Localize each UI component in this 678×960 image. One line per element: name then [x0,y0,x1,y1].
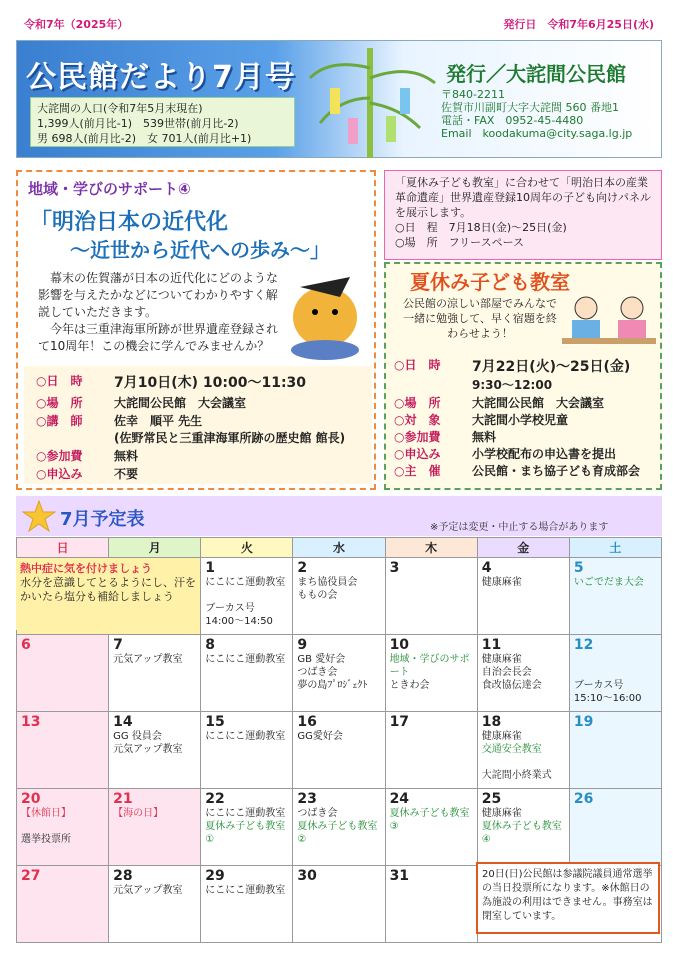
calendar-note: ※予定は変更・中止する場合があります [430,522,609,533]
learning-subtitle: ～近世から近代への歩み～」 [70,238,330,262]
newsletter-title: 公民館だより7月号 [26,60,296,95]
learning-header: 地域・学びのサポート④ [28,180,191,198]
issue-date: 発行日 令和7年6月25日(水) [503,18,654,31]
issue-era: 令和7年（2025年） [24,18,129,31]
bamboo-tanabata-icon [300,28,440,160]
contact-info: 〒840-2211 佐賀市川副町大字大詫間 560 番地1 電話・FAX 0952-45-4480 Email koodakuma@city.saga.lg.jp [441,88,633,140]
publisher: 発行／大詫間公民館 [446,62,626,86]
closing-notice: 20日(日)公民館は参議院議員通常選挙の当日投票所になります。※休館日の為施設の利用はできません。事務室は閉室しています。 [476,862,660,934]
learning-title: 「明治日本の近代化 [30,210,229,235]
summer-class-text: 公民館の涼しい部屋でみんなで一緒に勉強して、早く宿題を終わらせよう！ [403,297,557,340]
learning-details: ○日 時 7月10日(木) 10:00～11:30 ○場 所 大詫間公民館 大会議室 ○講 師 佐幸 順平 先生 (佐野常民と三重津海軍所跡の歴史館 館長) ○参加費 無料 ○申込み 不要 [24,366,372,484]
panel-exhibit-box: 「夏休み子ども教室」に合わせて「明治日本の産業革命遺産」世界遺産登録10周年の子ども向けパネルを展示します。 ○日 程 7月18日(金)～25日(金) ○場 所 フリースペース [384,170,662,260]
heatstroke-notice: 熱中症に気を付けましょう 水分を意識してとるようにし、汗をかいたら塩分も補給しましょう [16,558,200,630]
calendar-table: 日 月 火 水 木 金 土 1 にこにこ運動教室 ブーカス号 14:00～14:50 2 まち協役員会 ももの会 3 4 健康麻雀 5 いごでだま大会 6 7 元気アップ教室 8 にこにこ運動教室 9 GB 愛好会 つばき会 夢の島ﾌﾟﾛｼﾞｪｸﾄ 10 地域・学びのサポート ときわ会 11 健康麻雀 自治会長会 食改協伝達会 12 ブーカス号 15:10～16:00 13 14 GG 役員会 元気アップ教室 15 にこにこ運動教室 16 GG愛好会 17 18 健康麻雀 交通安全教室 大詫間小終業式 19 20 【休館日】 選挙投票所 21 【海の日】 22 にこにこ運動教室 夏休み子ども教室① 23 つばき会 夏休み子ども教室② 24 夏休み子ども教室③ 25 健康麻雀 夏休み子ども教室④ 26 27 28 元気アップ教室 29 にこにこ運動教室 30 31 [16,537,662,943]
star-icon [22,500,56,532]
summer-class-details: ○日 時 7月22日(火)～25日(金) 9:30～12:00 ○場 所 大詫間公民館 大会議室 ○対 象 大詫間小学校児童 ○参加費 無料 ○申込み 小学校配布の申込書を提出 ○主 催 公民館・まち協子ども育成部会 [394,358,641,478]
summer-class-title: 夏休み子ども教室 [410,270,570,294]
mascot-dog-icon [280,262,370,362]
population-box: 大詫間の人口(令和7年5月末現在) 1,399人(前月比-1) 539世帯(前月比-2) 男 698人(前月比-2) 女 701人(前月比+1) [30,97,295,147]
learning-description: 幕末の佐賀藩が日本の近代化にどのような影響を与えたかなどについてわかりやすく解説していただきます。 今年は三重津海軍所跡が世界遺産登録されて10周年！この機会に学んでみませんか？ [38,271,279,353]
calendar-title: 7月予定表 [60,509,145,530]
studying-kids-icon [562,292,656,348]
